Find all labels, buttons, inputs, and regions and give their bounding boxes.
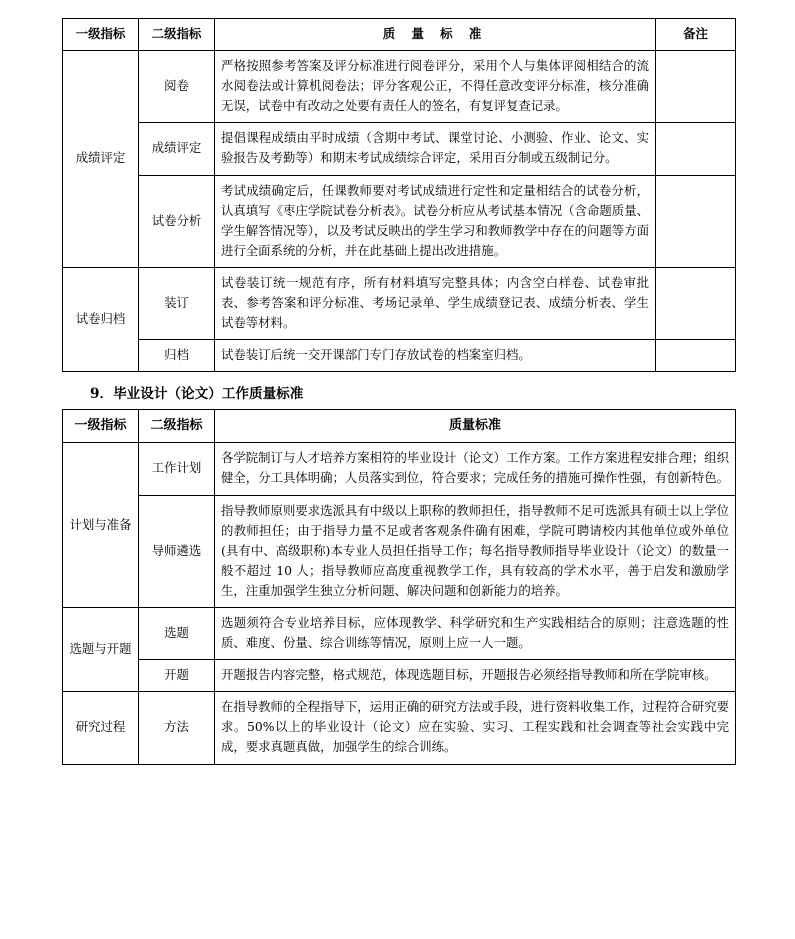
table-row — [63, 692, 736, 764]
quality-standards-table-2 — [62, 409, 736, 764]
cell-remark — [656, 175, 736, 267]
col-header-level2: 二级指标 — [139, 19, 215, 51]
cell-level2: 导师遴选 — [139, 495, 215, 607]
cell-level1: 研究过程 — [63, 692, 139, 764]
cell-level2: 试卷分析 — [139, 175, 215, 267]
table-row — [63, 495, 736, 607]
cell-content: 严格按照参考答案及评分标准进行阅卷评分，采用个人与集体评阅相结合的流水阅卷法或计算机阅卷法；评分客观公正，不得任意改变评分标准，核分准确无误，试卷中有改动之处要有责任人的签名，有复评复查记录。 — [215, 51, 656, 123]
section-heading — [62, 382, 735, 402]
cell-level2: 成绩评定 — [139, 123, 215, 175]
cell-level2: 工作计划 — [139, 443, 215, 495]
quality-standards-table-1 — [62, 18, 736, 372]
col-header-standard: 质 量 标 准 — [215, 19, 656, 51]
cell-level2: 装订 — [139, 267, 215, 339]
section-number: 9． — [90, 386, 114, 403]
cell-content: 选题须符合专业培养目标，应体现教学、科学研究和生产实践相结合的原则；注意选题的性质、难度、份量、综合训练等情况，原则上应一人一题。 — [215, 608, 736, 660]
cell-content: 提倡课程成绩由平时成绩（含期中考试、课堂讨论、小测验、作业、论文、实验报告及考勤等）和期末考试成绩综合评定，采用百分制或五级制记分。 — [215, 123, 656, 175]
table-row — [63, 443, 736, 495]
cell-level1: 试卷归档 — [63, 267, 139, 371]
cell-level2: 方法 — [139, 692, 215, 764]
col-header-level1: 一级指标 — [63, 19, 139, 51]
cell-content: 在指导教师的全程指导下，运用正确的研究方法或手段，进行资料收集工作，过程符合研究要求。50%以上的毕业设计（论文）应在实验、实习、工程实践和社会调查等社会实践中完成，要求真题真做，加强学生的综合训练。 — [215, 692, 736, 764]
table-header-row — [63, 410, 736, 443]
table-row — [63, 123, 736, 175]
cell-level2: 归档 — [139, 340, 215, 372]
cell-content: 试卷装订后统一交开课部门专门存放试卷的档案室归档。 — [215, 340, 656, 372]
col-header-level1: 一级指标 — [63, 410, 139, 443]
table-row — [63, 51, 736, 123]
table-row — [63, 175, 736, 267]
cell-level2: 选题 — [139, 608, 215, 660]
table-header-row — [63, 19, 736, 51]
cell-remark — [656, 340, 736, 372]
cell-level1: 成绩评定 — [63, 51, 139, 268]
cell-level1: 计划与准备 — [63, 443, 139, 608]
cell-remark — [656, 51, 736, 123]
table-row — [63, 660, 736, 692]
cell-content: 开题报告内容完整，格式规范，体现选题目标，开题报告必须经指导教师和所在学院审核。 — [215, 660, 736, 692]
cell-content: 考试成绩确定后，任课教师要对考试成绩进行定性和定量相结合的试卷分析，认真填写《枣庄学院试卷分析表》。试卷分析应从考试基本情况（含命题质量、学生解答情况等），以及考试反映出的学生学习和教师教学中存在的问题等方面进行全面系统的分析，并在此基础上提出改进措施。 — [215, 175, 656, 267]
section-title-text: 毕业设计（论文）工作质量标准 — [113, 386, 304, 403]
cell-level2: 开题 — [139, 660, 215, 692]
cell-content: 试卷装订统一规范有序，所有材料填写完整具体；内含空白样卷、试卷审批表、参考答案和评分标准、考场记录单、学生成绩登记表、成绩分析表、学生试卷等材料。 — [215, 267, 656, 339]
cell-level2: 阅卷 — [139, 51, 215, 123]
table-row — [63, 267, 736, 339]
cell-remark — [656, 267, 736, 339]
cell-remark — [656, 123, 736, 175]
col-header-standard: 质量标准 — [215, 410, 736, 443]
col-header-remark: 备注 — [656, 19, 736, 51]
cell-content: 指导教师原则要求选派具有中级以上职称的教师担任，指导教师不足可选派具有硕士以上学位的教师担任；由于指导力量不足或者客观条件确有困难，学院可聘请校内其他单位或外单位(具有中、高级职称)本专业人员担任指导工作；每名指导教师指导毕业设计（论文）的数量一般不超过 10 人；指导教师应高度重视教学工作，具有较高的学术水平，善于启发和激励学生，注重加强学生独立分析问题、解决问题和创新能力的培养。 — [215, 495, 736, 607]
col-header-level2: 二级指标 — [139, 410, 215, 443]
cell-content: 各学院制订与人才培养方案相符的毕业设计（论文）工作方案。工作方案进程安排合理；组织健全，分工具体明确；人员落实到位，符合要求；完成任务的措施可操作性强，有创新特色。 — [215, 443, 736, 495]
cell-level1: 选题与开题 — [63, 608, 139, 692]
table-row — [63, 608, 736, 660]
table-row — [63, 340, 736, 372]
